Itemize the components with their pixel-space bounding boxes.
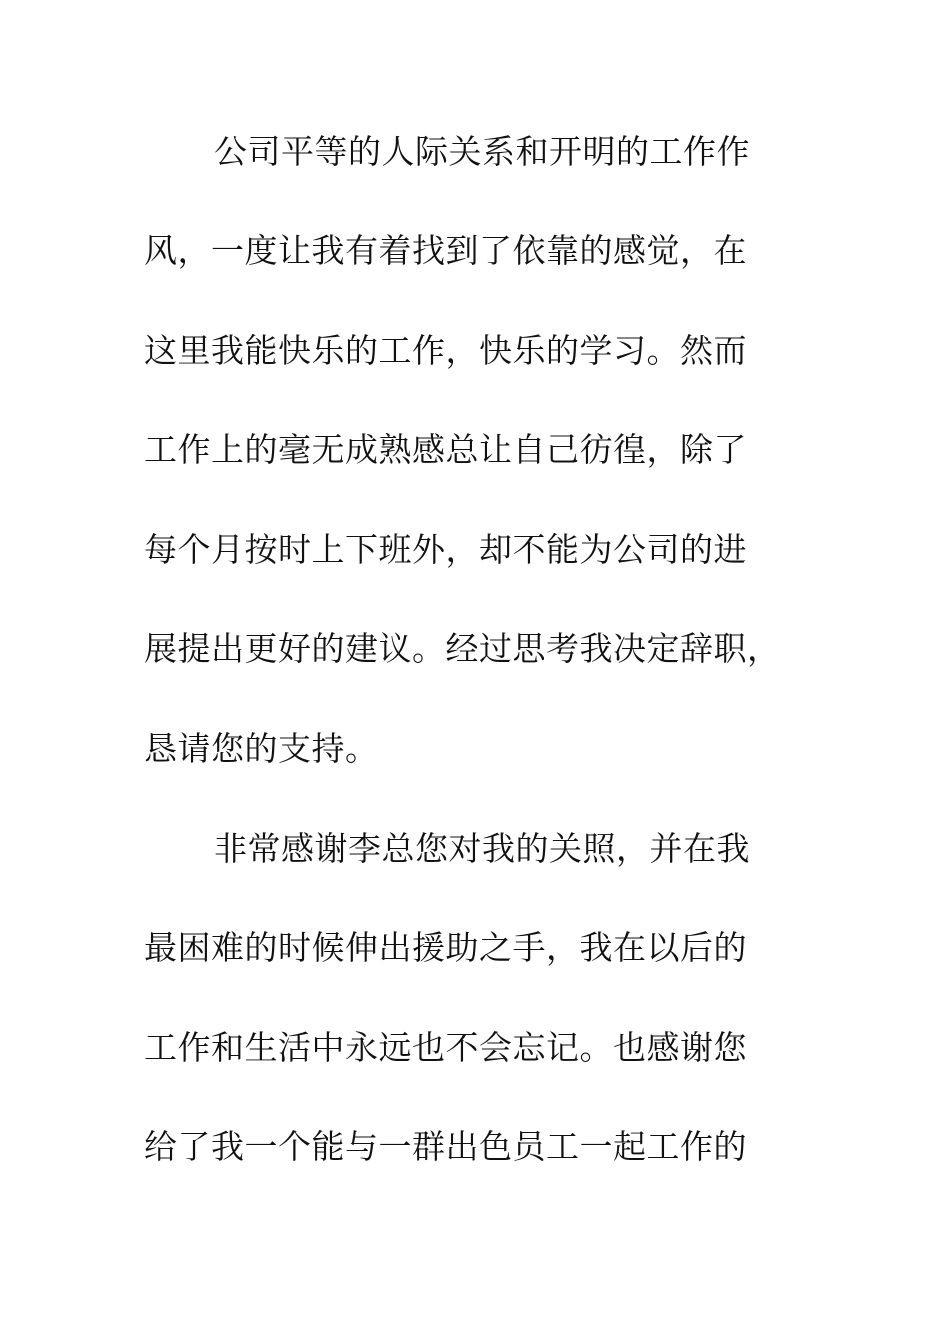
paragraph-1-line-5: 每个月按时上下班外，却不能为公司的进: [144, 530, 747, 569]
paragraph-1-line-2: 风，一度让我有着找到了依靠的感觉，在: [144, 231, 747, 270]
paragraph-1-line-3: 这里我能快乐的工作，快乐的学习。然而: [144, 331, 747, 370]
paragraph-1-line-1: 公司平等的人际关系和开明的工作作: [214, 132, 750, 171]
paragraph-2-line-1: 非常感谢李总您对我的关照，并在我: [214, 829, 750, 868]
paragraph-2-line-4: 给了我一个能与一群出色员工一起工作的: [144, 1127, 747, 1166]
paragraph-1-line-4: 工作上的毫无成熟感总让自己彷徨，除了: [144, 430, 747, 469]
paragraph-2-line-2: 最困难的时候伸出援助之手，我在以后的: [144, 928, 747, 967]
paragraph-1-line-6: 展提出更好的建议。经过思考我决定辞职，: [144, 629, 781, 668]
paragraph-2-line-3: 工作和生活中永远也不会忘记。也感谢您: [144, 1028, 747, 1067]
paragraph-1-line-7: 恳请您的支持。: [144, 729, 379, 768]
